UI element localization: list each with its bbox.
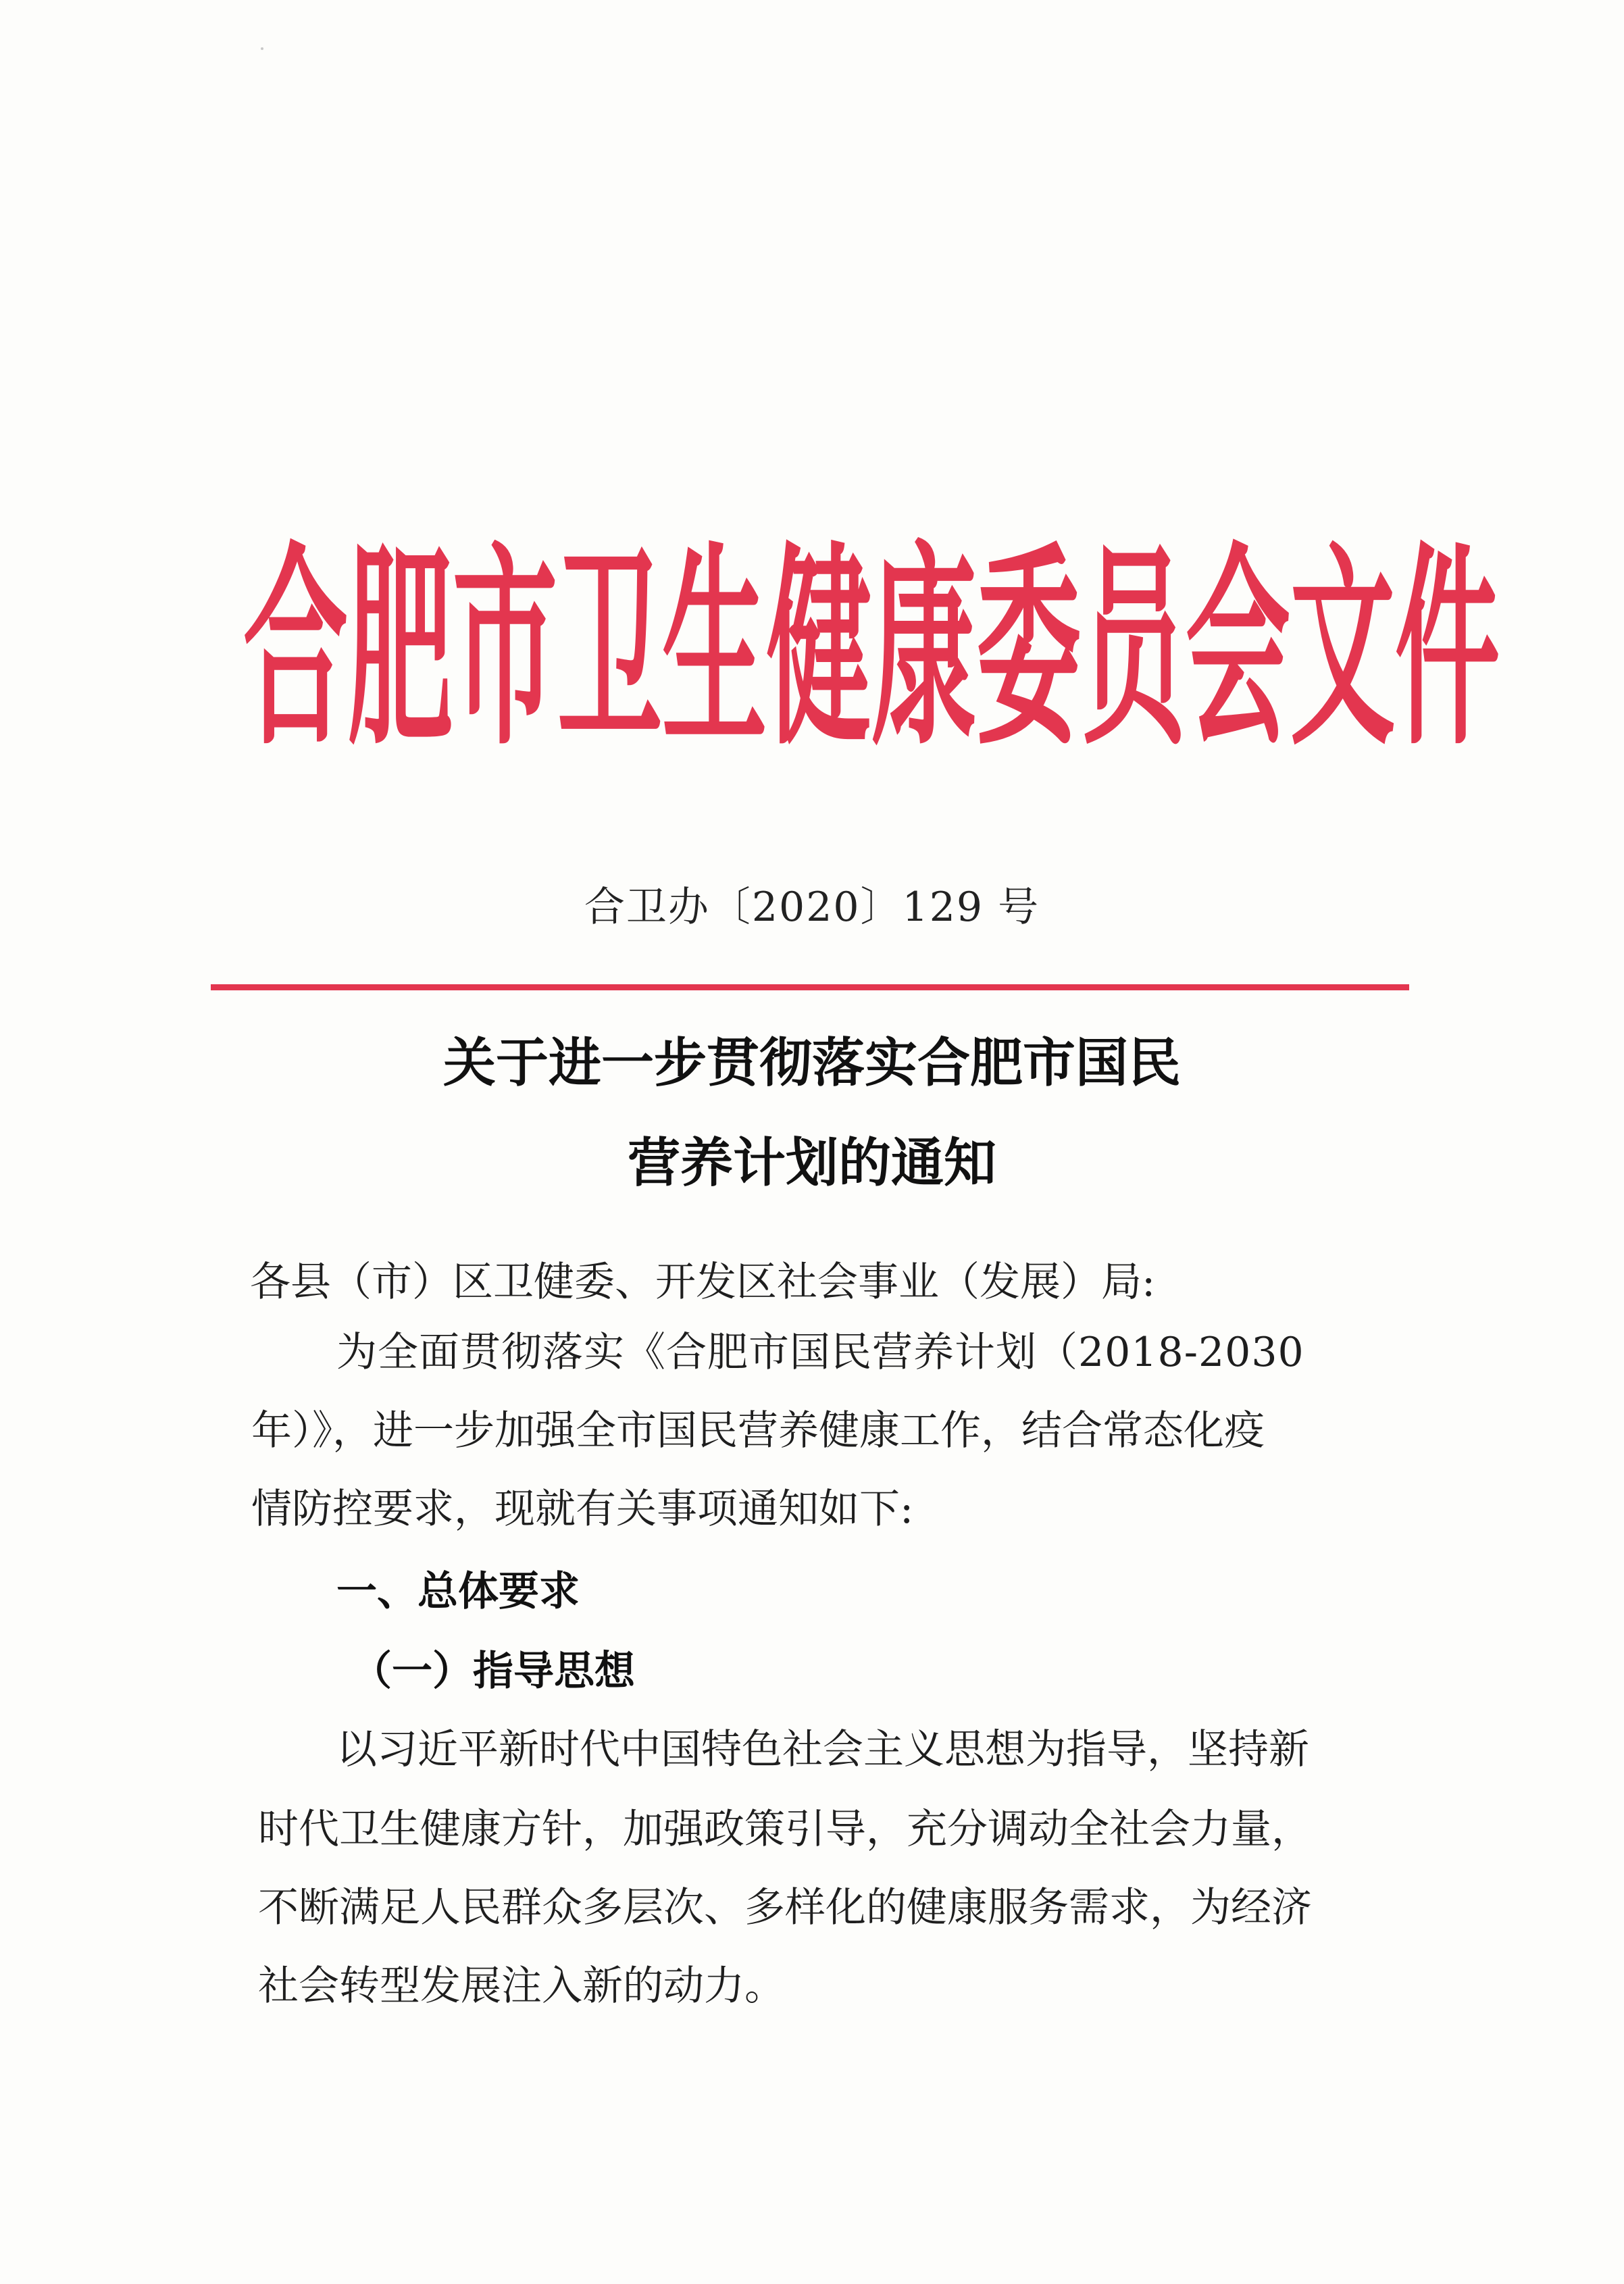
document-number: 合卫办〔2020〕129 号 <box>584 884 1040 931</box>
issuer-masthead: 合肥市卫生健康委员会文件 <box>243 521 1500 775</box>
guiding-ideology-line: 以习近平新时代中国特色社会主义思想为指导，坚持新 <box>336 1726 1309 1773</box>
red-divider-rule <box>211 984 1409 990</box>
document-title-line: 营养计划的通知 <box>627 1132 996 1194</box>
subsection-heading-guiding-ideology: （一）指导思想 <box>351 1648 635 1695</box>
guiding-ideology-line: 不断满足人民群众多层次、多样化的健康服务需求，为经济 <box>258 1884 1312 1931</box>
intro-paragraph-line: 年）》，进一步加强全市国民营养健康工作，结合常态化疫 <box>251 1407 1265 1454</box>
guiding-ideology-line: 时代卫生健康方针，加强政策引导，充分调动全社会力量， <box>258 1806 1312 1853</box>
document-title <box>0 1013 1624 1213</box>
document-title-line: 关于进一步贯彻落实合肥市国民 <box>442 1032 1181 1094</box>
intro-paragraph-line: 情防控要求，现就有关事项通知如下: <box>251 1486 914 1533</box>
scan-speck <box>261 47 263 50</box>
intro-paragraph-line: 为全面贯彻落实《合肥市国民营养计划（2018-2030 <box>336 1329 1304 1376</box>
addressee-line: 各县（市）区卫健委、开发区社会事业（发展）局: <box>250 1259 1156 1306</box>
section-heading-general-requirements: 一、总体要求 <box>336 1568 580 1615</box>
guiding-ideology-line: 社会转型发展注入新的动力。 <box>258 1962 785 2010</box>
